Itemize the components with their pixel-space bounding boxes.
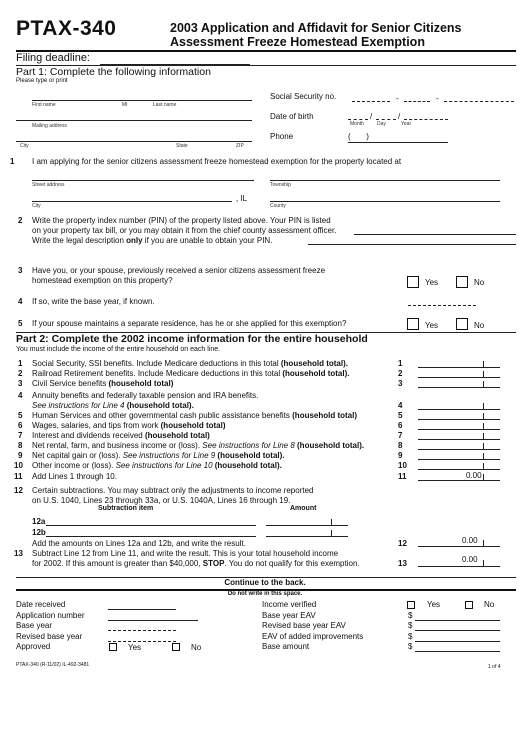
income-line-cents-divider	[483, 423, 484, 429]
income-line-field-number: 3	[398, 379, 403, 388]
income-verified-yes-label: Yes	[427, 600, 441, 609]
pin-field[interactable]	[354, 234, 516, 235]
last-name-label: Last name	[153, 102, 177, 108]
city-label: City	[20, 143, 29, 149]
income-line-field[interactable]	[418, 429, 500, 430]
do-not-write-notice: Do not write in this space.	[227, 591, 303, 597]
dob-month-field[interactable]	[348, 119, 368, 120]
q2-line1: Write the property index number (PIN) of the property listed above. Your PIN is listed	[32, 216, 331, 225]
il-label: , IL	[236, 194, 248, 203]
first-name-label: First name	[32, 102, 56, 108]
income-line-number: 4	[18, 391, 23, 400]
income-line-cents-divider	[483, 463, 484, 469]
office-use-right-field[interactable]	[415, 641, 500, 642]
q5-no-label: No	[474, 321, 485, 330]
income-line-field[interactable]	[418, 469, 500, 470]
q3-no-checkbox[interactable]	[456, 276, 468, 288]
city2-label: City	[32, 203, 41, 209]
income-line-field[interactable]	[418, 409, 500, 410]
ssn-field-2[interactable]	[404, 101, 430, 102]
income-line-number: 9	[18, 451, 23, 460]
income-verified-no-label: No	[484, 600, 495, 609]
office-use-right-label: Base amount	[262, 642, 310, 651]
office-use-right-label: Income verified	[262, 600, 317, 609]
line13-text-b: for 2002. If this amount is greater than $40,000, STOP. You do not qualify for this exemption.	[32, 559, 360, 568]
form-title-line2: Assessment Freeze Homestead Exemption	[170, 35, 425, 49]
q2-line3: Write the legal description only if you are unable to obtain your PIN.	[32, 236, 273, 245]
income-line-number: 1	[18, 359, 23, 368]
income-line-text: Add Lines 1 through 10.	[32, 472, 117, 481]
office-use-left-label: Date received	[16, 600, 66, 609]
ssn-label: Social Security no.	[270, 92, 337, 101]
county-label: County	[270, 203, 286, 209]
dollar-sign: $	[408, 611, 413, 620]
month-label: Month	[350, 121, 364, 127]
part2-title: Part 2: Complete the 2002 income information for the entire household	[16, 333, 368, 345]
q1-number: 1	[10, 157, 15, 166]
income-line-field[interactable]	[418, 449, 500, 450]
income-line-field[interactable]	[418, 459, 500, 460]
income-line-number: 10	[14, 461, 23, 470]
office-use-left-label: Approved	[16, 642, 51, 651]
q5-number: 5	[18, 319, 23, 328]
dollar-sign: $	[408, 642, 413, 651]
office-use-right-field[interactable]	[415, 630, 500, 631]
income-line-text: Net capital gain or (loss). See instructions for Line 9 (household total).	[32, 451, 285, 460]
income-line-text: Interest and dividends received (household total)	[32, 431, 210, 440]
income-line-text: Civil Service benefits (household total)	[32, 379, 174, 388]
income-verified-yes-checkbox[interactable]	[407, 601, 415, 609]
income-line-field-number: 2	[398, 369, 403, 378]
income-line-cents-divider	[483, 474, 484, 480]
approved-yes-label: Yes	[128, 643, 142, 652]
income-line-number: 6	[18, 421, 23, 430]
phone-field[interactable]: ( )	[348, 132, 369, 141]
line12a-item-field[interactable]	[46, 525, 256, 526]
income-line-number: 7	[18, 431, 23, 440]
income-line-field-number: 10	[398, 461, 407, 470]
office-use-right-label: Base year EAV	[262, 611, 316, 620]
income-line-text: Wages, salaries, and tips from work (household total)	[32, 421, 226, 430]
office-use-left-field[interactable]	[108, 609, 176, 610]
amount-header: Amount	[290, 505, 317, 512]
dob-day-field[interactable]	[376, 119, 396, 120]
income-line-field[interactable]	[418, 367, 500, 368]
line12a-amount-field[interactable]	[266, 525, 348, 526]
income-line-text: Human Services and other governmental cash public assistance benefits (household total)	[32, 411, 358, 420]
office-use-left-field[interactable]	[108, 641, 176, 642]
line13-text-a: Subtract Line 12 from Line 11, and write the result. This is your total household income	[32, 549, 339, 558]
q4-number: 4	[18, 297, 23, 306]
mailing-address-label: Mailing address	[32, 123, 68, 129]
part2-subtitle: You must include the income of the entire household on each line.	[16, 346, 221, 353]
income-line-field[interactable]	[418, 419, 500, 420]
income-line-field[interactable]	[418, 387, 500, 388]
income-line-field-number: 4	[398, 401, 403, 410]
income-line-number: 11	[14, 472, 23, 481]
form-code: PTAX-340 (R-11/02) IL-492-3481	[16, 662, 90, 668]
income-line-text: Railroad Retirement benefits. Include Medicare deductions in this total (household total).	[32, 369, 350, 378]
line12b-item-field[interactable]	[46, 536, 256, 537]
legal-description-field[interactable]	[308, 244, 516, 245]
line12-total-number: 12	[398, 539, 407, 548]
income-line-number: 5	[18, 411, 23, 420]
part1-title: Part 1: Complete the following information	[16, 66, 211, 78]
income-line-field-number: 1	[398, 359, 403, 368]
line12b-label: 12b	[32, 528, 46, 537]
income-line-text: Other income or (loss). See instructions for Line 10 (household total).	[32, 461, 282, 470]
income-line-cents-divider	[483, 361, 484, 367]
income-line-number: 3	[18, 379, 23, 388]
year-label: Year	[401, 121, 412, 127]
q4-text: If so, write the base year, if known.	[32, 297, 155, 306]
form-title-line1: 2003 Application and Affidavit for Senior Citizens	[170, 21, 462, 35]
income-line-field-number: 9	[398, 451, 403, 460]
q2-number: 2	[18, 216, 23, 225]
name-field[interactable]	[32, 100, 252, 101]
approved-yes-checkbox[interactable]	[109, 643, 117, 651]
state-label: State	[176, 143, 188, 149]
county-field[interactable]	[270, 201, 500, 202]
q5-yes-label: Yes	[425, 321, 439, 330]
office-use-right-field[interactable]	[415, 620, 500, 621]
income-line-cents-divider	[483, 371, 484, 377]
q5-text: If your spouse maintains a separate residence, has he or she applied for this exemption?	[32, 319, 347, 328]
income-line-text: Net rental, farm, and business income or (loss). See instructions for Line 8 (household total).	[32, 441, 365, 450]
office-use-left-label: Application number	[16, 611, 85, 620]
line12-text-a: Certain subtractions. You may subtract only the adjustments to income reported	[32, 486, 314, 495]
continue-to-back: Continue to the back.	[224, 578, 306, 587]
income-line-field-number: 6	[398, 421, 403, 430]
income-line-field-number: 11	[398, 472, 407, 481]
line12a-label: 12a	[32, 517, 46, 526]
line12b-amount-field[interactable]	[266, 536, 348, 537]
dob-label: Date of birth	[270, 112, 314, 121]
dob-year-field[interactable]	[404, 119, 448, 120]
city-state-zip-field[interactable]	[16, 141, 252, 142]
q5-no-checkbox[interactable]	[456, 318, 468, 330]
line12-number: 12	[14, 486, 23, 495]
street-address-field[interactable]	[32, 180, 254, 181]
income-line-field[interactable]	[418, 439, 500, 440]
income-line-cents-divider	[483, 413, 484, 419]
income-line-field-number: 7	[398, 431, 403, 440]
line13-total-value: 0.00	[462, 555, 478, 564]
line12-text-c: Add the amounts on Lines 12a and 12b, and write the result.	[32, 539, 246, 548]
q3-number: 3	[18, 266, 23, 275]
day-label: Day	[377, 121, 386, 127]
income-line-cents-divider	[483, 443, 484, 449]
page-number: 1 of 4	[488, 664, 501, 670]
base-year-field[interactable]	[408, 305, 476, 306]
city2-field[interactable]	[32, 201, 232, 202]
income-line-cents-divider	[483, 381, 484, 387]
approved-no-checkbox[interactable]	[172, 643, 180, 651]
zip-label: ZIP	[236, 143, 244, 149]
line12-total-field[interactable]	[418, 546, 500, 547]
line4-instructions: See instructions for Line 4 (household total).	[32, 401, 194, 410]
subtraction-item-header: Subtraction item	[98, 505, 154, 512]
township-label: Township	[270, 182, 291, 188]
approved-no-label: No	[191, 643, 202, 652]
q3-no-label: No	[474, 278, 485, 287]
office-use-left-label: Base year	[16, 621, 53, 630]
line12-text-b: on U.S. 1040, Lines 23 through 33a, or U.S. 1040A, Lines 16 through 19.	[32, 496, 291, 505]
q3-yes-label: Yes	[425, 278, 439, 287]
income-line-field[interactable]	[418, 377, 500, 378]
income-line-text: Annuity benefits and federally taxable pension and IRA benefits.	[32, 391, 259, 400]
dollar-sign: $	[408, 632, 413, 641]
office-use-left-field[interactable]	[108, 620, 198, 621]
office-use-right-label: EAV of added improvements	[262, 632, 364, 641]
street-address-label: Street address	[32, 182, 65, 188]
line13-total-number: 13	[398, 559, 407, 568]
line13-number: 13	[14, 549, 23, 558]
income-line-field-number: 8	[398, 441, 403, 450]
q3-yes-checkbox[interactable]	[407, 276, 419, 288]
office-use-left-field[interactable]	[108, 630, 176, 631]
q3-line2: homestead exemption on this property?	[32, 276, 173, 285]
township-field[interactable]	[270, 180, 500, 181]
part1-subtitle: Please type or print	[16, 78, 68, 84]
q1-text: I am applying for the senior citizens assessment freeze homestead exemption for the property located at	[32, 157, 402, 166]
income-line-cents-divider	[483, 403, 484, 409]
ssn-field-3[interactable]	[444, 101, 514, 102]
mailing-address-field[interactable]	[16, 120, 252, 121]
income-line-cents-divider	[483, 433, 484, 439]
income-line-number: 2	[18, 369, 23, 378]
phone-label: Phone	[270, 132, 294, 141]
line13-total-field[interactable]	[418, 566, 500, 567]
office-use-right-label: Revised base year EAV	[262, 621, 346, 630]
q5-yes-checkbox[interactable]	[407, 318, 419, 330]
q3-line1: Have you, or your spouse, previously received a senior citizens assessment freeze	[32, 266, 326, 275]
dollar-sign: $	[408, 621, 413, 630]
income-line-number: 8	[18, 441, 23, 450]
income-line-value: 0.00	[466, 471, 482, 480]
line12-total-value: 0.00	[462, 536, 478, 545]
office-use-right-field[interactable]	[415, 651, 500, 652]
office-use-left-label: Revised base year	[16, 632, 83, 641]
filing-deadline-label: Filing deadline:	[16, 52, 90, 64]
income-line-field-number: 5	[398, 411, 403, 420]
ssn-field-1[interactable]	[352, 101, 390, 102]
income-line-field[interactable]	[418, 480, 500, 481]
income-line-cents-divider	[483, 453, 484, 459]
income-line-text: Social Security, SSI benefits. Include Medicare deductions in this total (household total).	[32, 359, 348, 368]
mi-label: MI	[122, 102, 128, 108]
income-verified-no-checkbox[interactable]	[465, 601, 473, 609]
form-id: PTAX-340	[16, 17, 117, 40]
q2-line2: on your property tax bill, or you may obtain it from the chief county assessment officer.	[32, 226, 337, 235]
